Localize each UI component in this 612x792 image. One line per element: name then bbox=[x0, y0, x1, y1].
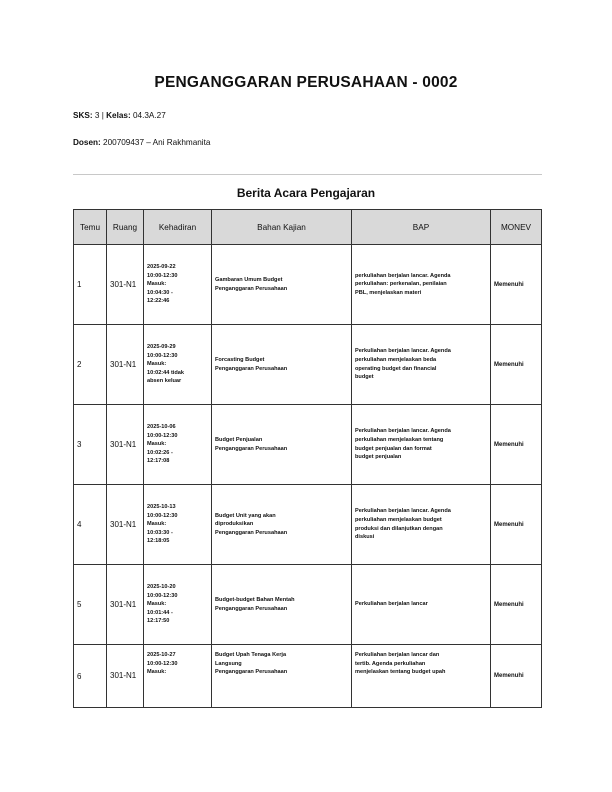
table-header-row bbox=[74, 210, 542, 245]
kehadiran-cell bbox=[144, 485, 212, 565]
bahan-kajian-line: Budget-budget Bahan Mentah bbox=[215, 596, 295, 603]
ruang-cell: 301-N1 bbox=[107, 245, 144, 325]
ruang-cell: 301-N1 bbox=[107, 405, 144, 485]
bap-cell bbox=[352, 485, 491, 565]
bahan-kajian-line: Forcasting Budget bbox=[215, 356, 265, 363]
bahan-kajian-line: Budget Penjualan bbox=[215, 436, 263, 443]
header-kehadiran: Kehadiran bbox=[144, 210, 212, 245]
table-row bbox=[74, 565, 542, 645]
course-meta-line bbox=[73, 111, 166, 120]
bahan-kajian-line: Budget Unit yang akan bbox=[215, 512, 276, 519]
kehadiran-line: 10:00-12:30 bbox=[147, 660, 178, 667]
kehadiran-line: 12:18:05 bbox=[147, 538, 170, 545]
bap-line: produksi dan dilanjutkan dengan bbox=[355, 525, 443, 532]
monev-cell: Memenuhi bbox=[491, 645, 542, 708]
bap-cell bbox=[352, 565, 491, 645]
kehadiran-line: Masuk: bbox=[147, 281, 167, 288]
bap-cell bbox=[352, 645, 491, 708]
header-temu: Temu bbox=[74, 210, 107, 245]
lecturer-line bbox=[73, 138, 210, 147]
bap-line: perkuliahan berjalan lancar. Agenda bbox=[355, 272, 451, 279]
bahan-kajian-line: Penganggaran Perusahaan bbox=[215, 445, 288, 452]
kehadiran-line: 10:00-12:30 bbox=[147, 352, 178, 359]
temu-cell: 3 bbox=[74, 405, 107, 485]
bap-cell bbox=[352, 405, 491, 485]
kehadiran-line: 10:00-12:30 bbox=[147, 432, 178, 439]
bahan-kajian-cell bbox=[212, 645, 352, 708]
bap-line: operating budget dan financial bbox=[355, 365, 437, 372]
kehadiran-line: Masuk: bbox=[147, 441, 167, 448]
kehadiran-line: 10:02:26 - bbox=[147, 449, 173, 456]
header-monev: MONEV bbox=[491, 210, 542, 245]
ruang-cell: 301-N1 bbox=[107, 485, 144, 565]
kelas-value: 04.3A.27 bbox=[132, 111, 166, 120]
meta-separator: | bbox=[101, 111, 104, 120]
bap-line: Perkuliahan berjalan lancar. Agenda bbox=[355, 508, 451, 515]
kehadiran-cell bbox=[144, 565, 212, 645]
table-row bbox=[74, 405, 542, 485]
kehadiran-line: Masuk: bbox=[147, 521, 167, 528]
bahan-kajian-line: diproduksikan bbox=[215, 521, 254, 528]
kehadiran-line: 2025-09-22 bbox=[147, 264, 176, 271]
monev-cell: Memenuhi bbox=[491, 565, 542, 645]
kehadiran-cell bbox=[144, 245, 212, 325]
kehadiran-line: 2025-09-29 bbox=[147, 344, 176, 351]
kehadiran-cell bbox=[144, 645, 212, 708]
bap-line: PBL, menjelaskan materi bbox=[355, 289, 422, 296]
kehadiran-line: 2025-10-06 bbox=[147, 424, 176, 431]
table-row bbox=[74, 485, 542, 565]
kehadiran-line: 10:00-12:30 bbox=[147, 512, 178, 519]
bap-line: menjelaskan tentang budget upah bbox=[355, 669, 446, 676]
kehadiran-line: 10:02:44 tidak bbox=[147, 369, 185, 376]
kehadiran-line: 12:17:08 bbox=[147, 458, 170, 465]
kehadiran-line: absen keluar bbox=[147, 378, 182, 385]
bahan-kajian-line: Langsung bbox=[215, 660, 242, 667]
bap-line: budget penjualan bbox=[355, 454, 402, 461]
kehadiran-line: 10:01:44 - bbox=[147, 609, 173, 616]
bap-cell bbox=[352, 245, 491, 325]
temu-cell: 6 bbox=[74, 645, 107, 708]
dosen-value: 200709437 – Ani Rakhmanita bbox=[103, 138, 211, 147]
kehadiran-line: 10:00-12:30 bbox=[147, 592, 178, 599]
page-title: PENGANGGARAN PERUSAHAAN - 0002 bbox=[154, 74, 458, 91]
bahan-kajian-line: Penganggaran Perusahaan bbox=[215, 285, 288, 292]
bap-line: perkuliahan menjelaskan budget bbox=[355, 516, 442, 523]
kehadiran-line: 10:04:30 - bbox=[147, 289, 173, 296]
section-title: Berita Acara Pengajaran bbox=[236, 186, 376, 200]
bap-line: tertib. Agenda perkuliahan bbox=[355, 660, 426, 667]
bap-line: perkuliahan menjelaskan beda bbox=[355, 356, 437, 363]
kehadiran-cell bbox=[144, 405, 212, 485]
monev-cell: Memenuhi bbox=[491, 405, 542, 485]
table-row bbox=[74, 245, 542, 325]
bap-line: perkuliahan: perkenalan, penilaian bbox=[355, 281, 447, 288]
kehadiran-line: 2025-10-27 bbox=[147, 652, 176, 658]
bahan-kajian-cell bbox=[212, 485, 352, 565]
temu-cell: 5 bbox=[74, 565, 107, 645]
monev-cell: Memenuhi bbox=[491, 325, 542, 405]
kehadiran-cell bbox=[144, 325, 212, 405]
sks-value: 3 bbox=[94, 111, 100, 120]
bahan-kajian-line: Penganggaran Perusahaan bbox=[215, 365, 288, 372]
divider bbox=[73, 174, 542, 175]
kelas-label: Kelas: bbox=[106, 111, 131, 120]
bap-line: Perkuliahan berjalan lancar. Agenda bbox=[355, 348, 451, 355]
bap-line: perkuliahan menjelaskan tentang bbox=[355, 436, 444, 443]
bahan-kajian-line: Penganggaran Perusahaan bbox=[215, 529, 288, 536]
ruang-cell: 301-N1 bbox=[107, 565, 144, 645]
bap-line: Perkuliahan berjalan lancar. Agenda bbox=[355, 428, 451, 435]
bap-line: budget bbox=[355, 374, 374, 381]
bap-line: Perkuliahan berjalan lancar dan bbox=[355, 652, 440, 658]
temu-cell: 1 bbox=[74, 245, 107, 325]
bahan-kajian-cell bbox=[212, 325, 352, 405]
bap-table bbox=[73, 209, 542, 708]
table-body bbox=[74, 245, 542, 708]
dosen-label: Dosen: bbox=[73, 138, 101, 147]
bahan-kajian-line: Penganggaran Perusahaan bbox=[215, 669, 288, 676]
ruang-cell: 301-N1 bbox=[107, 325, 144, 405]
bap-line: diskusi bbox=[355, 534, 375, 541]
table-row bbox=[74, 645, 542, 708]
table-row bbox=[74, 325, 542, 405]
header-bahan-kajian: Bahan Kajian bbox=[212, 210, 352, 245]
monev-cell: Memenuhi bbox=[491, 485, 542, 565]
kehadiran-line: 12:17:50 bbox=[147, 618, 170, 625]
header-ruang: Ruang bbox=[107, 210, 144, 245]
temu-cell: 2 bbox=[74, 325, 107, 405]
bap-line: Perkuliahan berjalan lancar bbox=[355, 601, 428, 608]
bap-cell bbox=[352, 325, 491, 405]
sks-label: SKS: bbox=[73, 111, 93, 120]
header-bap: BAP bbox=[352, 210, 491, 245]
kehadiran-line: Masuk: bbox=[147, 669, 167, 676]
kehadiran-line: 2025-10-20 bbox=[147, 584, 176, 591]
bahan-kajian-line: Budget Upah Tenaga Kerja bbox=[215, 652, 287, 658]
bap-line: budget penjualan dan format bbox=[355, 445, 432, 452]
kehadiran-line: Masuk: bbox=[147, 601, 167, 608]
bahan-kajian-cell bbox=[212, 565, 352, 645]
kehadiran-line: 10:03:30 - bbox=[147, 529, 173, 536]
bahan-kajian-cell bbox=[212, 405, 352, 485]
kehadiran-line: 12:22:46 bbox=[147, 298, 170, 305]
kehadiran-line: Masuk: bbox=[147, 361, 167, 368]
kehadiran-line: 2025-10-13 bbox=[147, 504, 176, 511]
bahan-kajian-line: Penganggaran Perusahaan bbox=[215, 605, 288, 612]
bahan-kajian-cell bbox=[212, 245, 352, 325]
kehadiran-line: 10:00-12:30 bbox=[147, 272, 178, 279]
ruang-cell: 301-N1 bbox=[107, 645, 144, 708]
monev-cell: Memenuhi bbox=[491, 245, 542, 325]
temu-cell: 4 bbox=[74, 485, 107, 565]
bahan-kajian-line: Gambaran Umum Budget bbox=[215, 276, 283, 283]
